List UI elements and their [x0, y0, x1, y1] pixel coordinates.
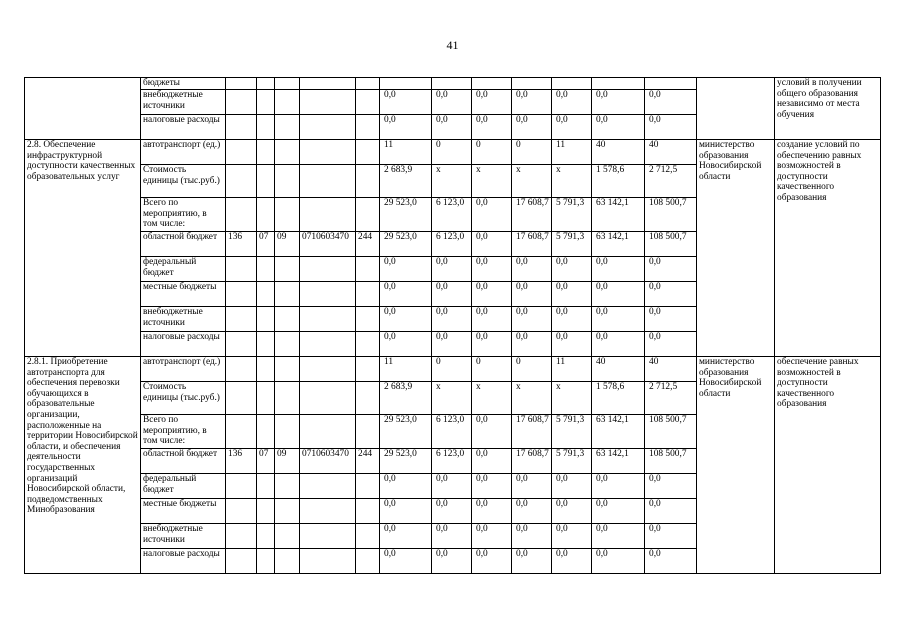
code-cell	[275, 90, 300, 115]
value-cell: 0,0	[472, 90, 512, 115]
value-cell: 0,0	[472, 474, 512, 499]
value-cell: 0,0	[592, 474, 645, 499]
code-cell	[275, 115, 300, 140]
value-cell: 11	[552, 140, 592, 165]
code-cell	[275, 282, 300, 307]
value-cell: 0,0	[472, 449, 512, 474]
value-cell: 6 123,0	[432, 415, 472, 449]
value-cell: 0	[432, 140, 472, 165]
code-cell	[226, 90, 257, 115]
code-cell: 0710603470	[300, 232, 356, 257]
code-cell	[226, 474, 257, 499]
value-cell: 0,0	[512, 307, 552, 332]
value-cell: 2 683,9	[380, 382, 432, 415]
code-cell	[226, 382, 257, 415]
value-cell: 5 791,3	[552, 415, 592, 449]
value-cell: 0,0	[645, 307, 697, 332]
value-cell: 0,0	[472, 415, 512, 449]
code-cell	[300, 282, 356, 307]
code-cell	[300, 115, 356, 140]
value-cell	[552, 78, 592, 90]
funding-source-cell: налоговые расходы	[141, 115, 226, 140]
code-cell	[300, 549, 356, 574]
code-cell: 244	[356, 449, 380, 474]
value-cell: 0,0	[472, 499, 512, 524]
funding-source-cell: Стоимость единицы (тыс.руб.)	[141, 382, 226, 415]
measure-name-cell	[25, 78, 141, 140]
value-cell: 108 500,7	[645, 415, 697, 449]
value-cell: 63 142,1	[592, 198, 645, 232]
value-cell: 0,0	[592, 332, 645, 357]
value-cell: 0,0	[552, 474, 592, 499]
measure-name-cell: 2.8. Обеспечение инфраструктурной доступности качественных образовательных услуг	[25, 140, 141, 357]
value-cell: 108 500,7	[645, 449, 697, 474]
value-cell: 0,0	[380, 257, 432, 282]
funding-source-cell: федеральный бюджет	[141, 257, 226, 282]
value-cell: 0,0	[552, 524, 592, 549]
code-cell	[356, 499, 380, 524]
code-cell	[300, 78, 356, 90]
funding-source-cell: областной бюджет	[141, 449, 226, 474]
code-cell	[226, 78, 257, 90]
value-cell: 0,0	[432, 499, 472, 524]
value-cell: 0,0	[592, 549, 645, 574]
value-cell: 11	[552, 357, 592, 382]
code-cell	[257, 198, 275, 232]
value-cell: 0,0	[380, 524, 432, 549]
value-cell: 29 523,0	[380, 415, 432, 449]
code-cell	[356, 357, 380, 382]
value-cell: 0,0	[645, 332, 697, 357]
code-cell: 07	[257, 449, 275, 474]
value-cell: 108 500,7	[645, 198, 697, 232]
value-cell: 0,0	[552, 332, 592, 357]
value-cell: 0,0	[512, 499, 552, 524]
value-cell: 0,0	[472, 115, 512, 140]
code-cell	[257, 115, 275, 140]
value-cell	[472, 78, 512, 90]
code-cell	[226, 415, 257, 449]
table-row	[25, 357, 881, 382]
code-cell	[300, 524, 356, 549]
value-cell: 0,0	[432, 524, 472, 549]
expected-result-cell: обеспечение равных возможностей в доступности качественного образования	[775, 357, 881, 574]
funding-source-cell: бюджеты	[141, 78, 226, 90]
code-cell	[356, 474, 380, 499]
code-cell	[356, 165, 380, 198]
value-cell: 5 791,3	[552, 232, 592, 257]
funding-source-cell: внебюджетные источники	[141, 524, 226, 549]
code-cell	[226, 357, 257, 382]
expected-result-cell: условий в получении общего образования независимо от места обучения	[775, 78, 881, 140]
code-cell	[275, 357, 300, 382]
value-cell: 40	[592, 357, 645, 382]
value-cell: 17 608,7	[512, 232, 552, 257]
value-cell: 0,0	[512, 90, 552, 115]
value-cell: 29 523,0	[380, 232, 432, 257]
value-cell: 0,0	[380, 282, 432, 307]
code-cell	[226, 282, 257, 307]
value-cell: x	[552, 165, 592, 198]
code-cell	[356, 307, 380, 332]
code-cell	[257, 257, 275, 282]
value-cell: 0,0	[472, 282, 512, 307]
code-cell: 136	[226, 232, 257, 257]
code-cell	[300, 307, 356, 332]
funding-source-cell: Всего по мероприятию, в том числе:	[141, 415, 226, 449]
value-cell: 0,0	[472, 307, 512, 332]
value-cell: 0	[512, 140, 552, 165]
value-cell: 0,0	[432, 257, 472, 282]
code-cell: 244	[356, 232, 380, 257]
code-cell	[300, 415, 356, 449]
value-cell: 2 712,5	[645, 165, 697, 198]
value-cell: 0,0	[552, 115, 592, 140]
value-cell	[432, 78, 472, 90]
executor-cell: министерство образования Новосибирской области	[697, 357, 775, 574]
program-table	[24, 77, 881, 574]
value-cell: 1 578,6	[592, 382, 645, 415]
value-cell: 0,0	[512, 332, 552, 357]
value-cell: x	[512, 382, 552, 415]
value-cell: 0	[512, 357, 552, 382]
expected-result-cell: создание условий по обеспечению равных возможностей в доступности качественного образования	[775, 140, 881, 357]
code-cell	[300, 357, 356, 382]
code-cell	[257, 165, 275, 198]
code-cell	[257, 549, 275, 574]
value-cell: 6 123,0	[432, 232, 472, 257]
value-cell: 0,0	[645, 282, 697, 307]
value-cell: 0,0	[380, 90, 432, 115]
code-cell	[275, 382, 300, 415]
value-cell: 0,0	[380, 549, 432, 574]
code-cell	[275, 257, 300, 282]
value-cell: 0,0	[645, 524, 697, 549]
code-cell	[275, 499, 300, 524]
value-cell: 0,0	[432, 474, 472, 499]
value-cell: 40	[592, 140, 645, 165]
value-cell: 0,0	[432, 332, 472, 357]
value-cell: x	[472, 382, 512, 415]
value-cell: 0,0	[552, 499, 592, 524]
value-cell: 0,0	[472, 257, 512, 282]
value-cell	[645, 78, 697, 90]
value-cell: x	[432, 382, 472, 415]
value-cell: x	[512, 165, 552, 198]
value-cell: 0,0	[592, 115, 645, 140]
value-cell: 0,0	[645, 90, 697, 115]
value-cell: 0,0	[432, 307, 472, 332]
value-cell: 0,0	[432, 115, 472, 140]
value-cell: 0,0	[552, 90, 592, 115]
measure-name-cell: 2.8.1. Приобретение автотранспорта для обеспечения перевозки обучающихся в образовательные организации, расположенные на территории Новосибирской области, и обеспечения деятельности государственных организаций Новосибирской области, подведомственных Минобразования	[25, 357, 141, 574]
code-cell	[257, 282, 275, 307]
code-cell	[275, 78, 300, 90]
value-cell: 1 578,6	[592, 165, 645, 198]
code-cell	[300, 474, 356, 499]
funding-source-cell: областной бюджет	[141, 232, 226, 257]
code-cell	[226, 549, 257, 574]
code-cell	[356, 78, 380, 90]
value-cell	[380, 78, 432, 90]
code-cell	[356, 90, 380, 115]
funding-source-cell: местные бюджеты	[141, 499, 226, 524]
code-cell: 0710603470	[300, 449, 356, 474]
value-cell: 0,0	[645, 499, 697, 524]
code-cell	[356, 140, 380, 165]
executor-cell: министерство образования Новосибирской области	[697, 140, 775, 357]
code-cell	[275, 198, 300, 232]
code-cell	[226, 198, 257, 232]
value-cell: 17 608,7	[512, 415, 552, 449]
code-cell	[356, 415, 380, 449]
value-cell: x	[472, 165, 512, 198]
value-cell: 0,0	[512, 257, 552, 282]
code-cell	[356, 382, 380, 415]
value-cell: 0,0	[552, 549, 592, 574]
page-number: 41	[446, 38, 459, 52]
code-cell	[356, 115, 380, 140]
code-cell	[226, 115, 257, 140]
code-cell	[300, 90, 356, 115]
funding-source-cell: налоговые расходы	[141, 332, 226, 357]
funding-source-cell: внебюджетные источники	[141, 90, 226, 115]
value-cell: 0,0	[432, 549, 472, 574]
value-cell: 0,0	[380, 499, 432, 524]
code-cell	[300, 499, 356, 524]
value-cell: 63 142,1	[592, 232, 645, 257]
value-cell: 0,0	[512, 549, 552, 574]
value-cell: 5 791,3	[552, 449, 592, 474]
code-cell	[226, 165, 257, 198]
table-row	[25, 140, 881, 165]
code-cell	[356, 524, 380, 549]
funding-source-cell: автотранспорт (ед.)	[141, 140, 226, 165]
code-cell	[257, 140, 275, 165]
funding-source-cell: федеральный бюджет	[141, 474, 226, 499]
code-cell	[257, 524, 275, 549]
value-cell: 0	[472, 357, 512, 382]
code-cell	[257, 332, 275, 357]
value-cell: 0,0	[592, 307, 645, 332]
value-cell: 0,0	[645, 257, 697, 282]
code-cell	[226, 499, 257, 524]
value-cell: 0,0	[645, 549, 697, 574]
value-cell	[592, 78, 645, 90]
value-cell: 63 142,1	[592, 449, 645, 474]
code-cell	[257, 415, 275, 449]
value-cell: 40	[645, 357, 697, 382]
value-cell: 2 712,5	[645, 382, 697, 415]
value-cell: 0,0	[380, 307, 432, 332]
value-cell: 17 608,7	[512, 198, 552, 232]
value-cell: 2 683,9	[380, 165, 432, 198]
code-cell	[257, 499, 275, 524]
table-row	[25, 78, 881, 90]
code-cell: 09	[275, 232, 300, 257]
code-cell	[257, 78, 275, 90]
code-cell	[257, 382, 275, 415]
value-cell: 11	[380, 357, 432, 382]
code-cell	[300, 165, 356, 198]
value-cell: 0	[432, 357, 472, 382]
value-cell: 17 608,7	[512, 449, 552, 474]
value-cell: 0,0	[512, 115, 552, 140]
code-cell	[226, 140, 257, 165]
code-cell	[300, 198, 356, 232]
code-cell	[275, 524, 300, 549]
value-cell: 0,0	[512, 524, 552, 549]
value-cell: 0,0	[645, 115, 697, 140]
code-cell	[226, 332, 257, 357]
value-cell: 0,0	[472, 232, 512, 257]
funding-source-cell: автотранспорт (ед.)	[141, 357, 226, 382]
code-cell	[257, 474, 275, 499]
code-cell	[275, 165, 300, 198]
value-cell: 0,0	[472, 524, 512, 549]
value-cell: 6 123,0	[432, 198, 472, 232]
value-cell: 0,0	[472, 332, 512, 357]
value-cell: x	[432, 165, 472, 198]
funding-source-cell: внебюджетные источники	[141, 307, 226, 332]
value-cell: 5 791,3	[552, 198, 592, 232]
code-cell	[275, 474, 300, 499]
code-cell	[300, 140, 356, 165]
code-cell	[356, 198, 380, 232]
value-cell: 0,0	[472, 198, 512, 232]
value-cell: 0,0	[432, 282, 472, 307]
code-cell	[356, 332, 380, 357]
funding-source-cell: налоговые расходы	[141, 549, 226, 574]
value-cell: 40	[645, 140, 697, 165]
value-cell: 0,0	[552, 282, 592, 307]
code-cell	[275, 415, 300, 449]
value-cell: 0	[472, 140, 512, 165]
value-cell: x	[552, 382, 592, 415]
code-cell	[257, 90, 275, 115]
value-cell	[512, 78, 552, 90]
funding-source-cell: Стоимость единицы (тыс.руб.)	[141, 165, 226, 198]
value-cell: 0,0	[552, 307, 592, 332]
value-cell: 29 523,0	[380, 198, 432, 232]
value-cell: 0,0	[552, 257, 592, 282]
value-cell: 29 523,0	[380, 449, 432, 474]
code-cell	[275, 332, 300, 357]
value-cell: 63 142,1	[592, 415, 645, 449]
code-cell: 09	[275, 449, 300, 474]
code-cell	[356, 282, 380, 307]
code-cell	[275, 307, 300, 332]
code-cell	[356, 257, 380, 282]
value-cell: 0,0	[592, 499, 645, 524]
value-cell: 0,0	[592, 282, 645, 307]
code-cell	[356, 549, 380, 574]
value-cell: 0,0	[380, 474, 432, 499]
value-cell: 0,0	[432, 90, 472, 115]
code-cell	[226, 257, 257, 282]
value-cell: 0,0	[512, 474, 552, 499]
value-cell: 108 500,7	[645, 232, 697, 257]
code-cell	[300, 257, 356, 282]
executor-cell	[697, 78, 775, 140]
value-cell: 0,0	[592, 90, 645, 115]
code-cell: 136	[226, 449, 257, 474]
code-cell	[275, 140, 300, 165]
code-cell	[257, 357, 275, 382]
code-cell	[300, 382, 356, 415]
value-cell: 0,0	[472, 549, 512, 574]
value-cell: 0,0	[592, 524, 645, 549]
code-cell	[300, 332, 356, 357]
code-cell	[226, 307, 257, 332]
value-cell: 0,0	[512, 282, 552, 307]
value-cell: 0,0	[380, 332, 432, 357]
value-cell: 0,0	[645, 474, 697, 499]
funding-source-cell: местные бюджеты	[141, 282, 226, 307]
value-cell: 0,0	[380, 115, 432, 140]
value-cell: 11	[380, 140, 432, 165]
value-cell: 0,0	[592, 257, 645, 282]
code-cell	[257, 307, 275, 332]
code-cell	[275, 549, 300, 574]
code-cell	[226, 524, 257, 549]
funding-source-cell: Всего по мероприятию, в том числе:	[141, 198, 226, 232]
code-cell: 07	[257, 232, 275, 257]
value-cell: 6 123,0	[432, 449, 472, 474]
